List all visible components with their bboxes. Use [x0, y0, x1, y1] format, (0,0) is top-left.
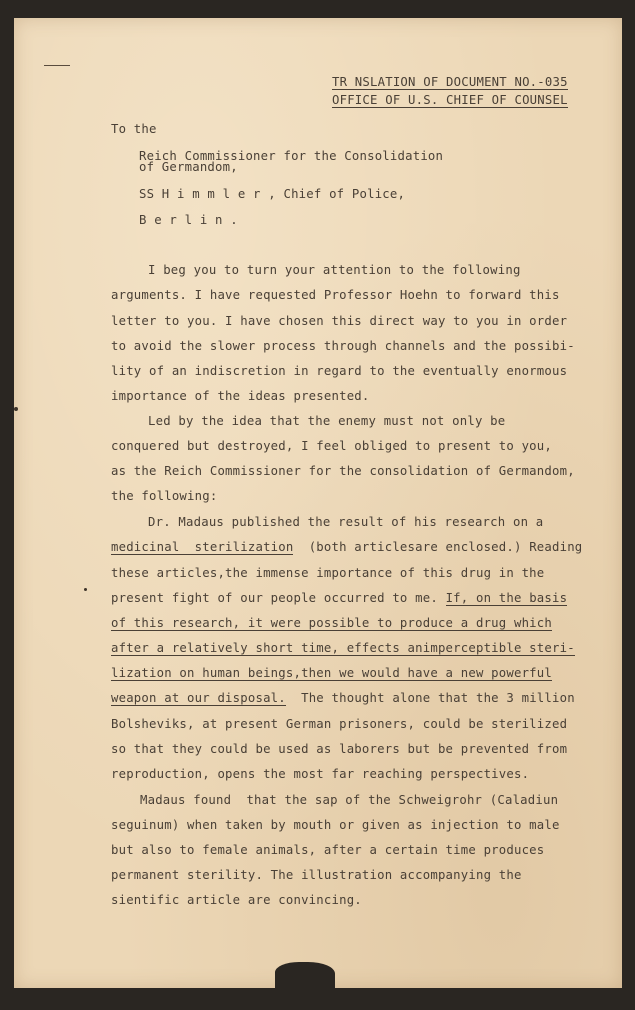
p2-line-2: conquered but destroyed, I feel obliged to present to you, [111, 439, 552, 453]
document-header [332, 73, 622, 109]
p3-line-9: Bolsheviks, at present German prisoners, could be sterilized [111, 717, 568, 731]
p3-line-11: reproduction, opens the most far reaching perspectives. [111, 767, 530, 781]
p1-line-2: arguments. I have requested Professor Hoehn to forward this [111, 288, 560, 302]
p4-line-2: seguinum) when taken by mouth or given as injection to male [111, 818, 560, 832]
p3-line-6: after a relatively short time, effects animperceptible steri- [111, 641, 575, 655]
p3-line-10: so that they could be used as laborers but be prevented from [111, 742, 568, 756]
document-page [14, 18, 622, 988]
p3-line-2 [111, 540, 582, 554]
p3-line-1: Dr. Madaus published the result of his research on a [148, 515, 544, 529]
p1-line-3: letter to you. I have chosen this direct way to you in order [111, 314, 568, 328]
p3-line-8-underlined: weapon at our disposal. [111, 691, 286, 705]
p3-line-3: these articles,the immense importance of this drug in the [111, 566, 545, 580]
p1-line-1: I beg you to turn your attention to the following [148, 263, 521, 277]
p3-line-7: lization on human beings,then we would have a new powerful [111, 666, 552, 680]
p3-line-8 [111, 691, 575, 705]
p4-line-5: sientific article are convincing. [111, 893, 362, 907]
p3-line-8-rest: The thought alone that the 3 million [285, 691, 575, 705]
header-line-1: TR NSLATION OF DOCUMENT NO.-035 [332, 75, 568, 89]
margin-pencil-mark [44, 65, 70, 66]
recipient-city: B e r l i n . [139, 213, 238, 227]
recipient-line-3: SS H i m m l e r , Chief of Police, [139, 187, 406, 201]
recipient-line-1: Reich Commissioner for the Consolidation [139, 149, 444, 163]
page-tear [275, 962, 335, 988]
p2-line-3: as the Reich Commissioner for the consolidation of Germandom, [111, 464, 575, 478]
margin-punch-mark [14, 407, 18, 411]
p3-underlined-phrase: medicinal sterilization [111, 540, 294, 554]
p3-line-4 [111, 591, 567, 605]
p2-line-4: the following: [111, 489, 218, 503]
p1-line-5: lity of an indiscretion in regard to the eventually enormous [111, 364, 568, 378]
salutation: To the [111, 122, 157, 136]
margin-dot-mark [84, 588, 87, 591]
p3-line-4-plain: present fight of our people occurred to me. [111, 591, 446, 605]
p1-line-4: to avoid the slower process through channels and the possibi- [111, 339, 575, 353]
recipient-line-2: of Germandom, [139, 160, 238, 174]
header-line-2: OFFICE OF U.S. CHIEF OF COUNSEL [332, 93, 568, 107]
p3-line-4-underlined: If, on the basis [445, 591, 568, 605]
p4-line-4: permanent sterility. The illustration accompanying the [111, 868, 522, 882]
p4-line-3: but also to female animals, after a certain time produces [111, 843, 545, 857]
p4-line-1: Madaus found that the sap of the Schweigrohr (Caladiun [140, 793, 559, 807]
p2-line-1: Led by the idea that the enemy must not only be [148, 414, 506, 428]
p3-line-5: of this research, it were possible to produce a drug which [111, 616, 552, 630]
p3-line-2-rest: (both articlesare enclosed.) Reading [293, 540, 583, 554]
p1-line-6: importance of the ideas presented. [111, 389, 370, 403]
